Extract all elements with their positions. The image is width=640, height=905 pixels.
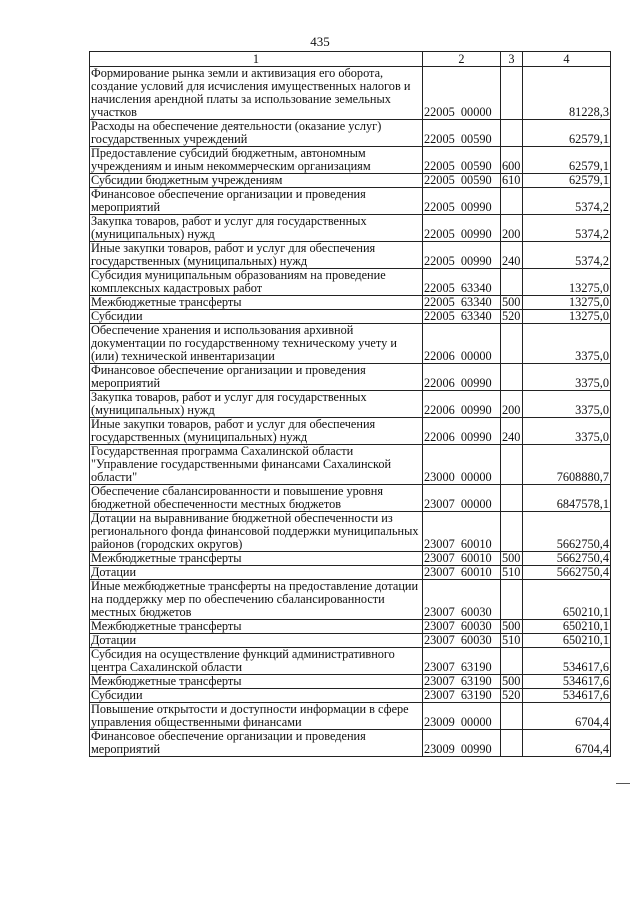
table-row — [90, 391, 611, 418]
page-number: 435 — [310, 34, 330, 49]
row-vr-cell: 500 — [501, 552, 523, 566]
row-name-cell: Межбюджетные трансферты — [90, 552, 423, 566]
row-vr-cell — [501, 580, 523, 620]
table-row — [90, 215, 611, 242]
row-vr-cell — [501, 648, 523, 675]
header-vr-column: 3 — [501, 52, 523, 67]
row-code-cell: 22005 00590 — [423, 147, 501, 174]
table-row — [90, 324, 611, 364]
row-amount-cell: 5374,2 — [523, 215, 611, 242]
table-row — [90, 418, 611, 445]
row-vr-cell: 200 — [501, 391, 523, 418]
row-name-cell: Субсидии бюджетным учреждениям — [90, 174, 423, 188]
row-name-cell: Расходы на обеспечение деятельности (оказание услуг) государственных учреждений — [90, 120, 423, 147]
row-amount-cell: 13275,0 — [523, 310, 611, 324]
row-amount-cell: 650210,1 — [523, 634, 611, 648]
row-name-cell: Финансовое обеспечение организации и проведения мероприятий — [90, 364, 423, 391]
table-row — [90, 620, 611, 634]
row-vr-cell — [501, 324, 523, 364]
row-name-cell: Закупка товаров, работ и услуг для государственных (муниципальных) нужд — [90, 391, 423, 418]
row-name-cell: Дотации — [90, 634, 423, 648]
row-vr-cell: 600 — [501, 147, 523, 174]
row-code-cell: 22006 00990 — [423, 391, 501, 418]
row-code-cell: 23007 60030 — [423, 620, 501, 634]
row-code-cell: 23007 60010 — [423, 552, 501, 566]
row-code-cell: 23007 60010 — [423, 512, 501, 552]
row-amount-cell: 3375,0 — [523, 391, 611, 418]
row-vr-cell: 240 — [501, 242, 523, 269]
header-amount-column: 4 — [523, 52, 611, 67]
row-vr-cell: 500 — [501, 296, 523, 310]
row-code-cell: 23007 63190 — [423, 648, 501, 675]
row-code-cell: 22005 00990 — [423, 188, 501, 215]
margin-mark — [616, 783, 630, 784]
row-name-cell: Повышение открытости и доступности информации в сфере управления общественными финансами — [90, 703, 423, 730]
row-amount-cell: 6847578,1 — [523, 485, 611, 512]
table-row — [90, 689, 611, 703]
row-code-cell: 22006 00990 — [423, 364, 501, 391]
row-amount-cell: 534617,6 — [523, 689, 611, 703]
row-code-cell: 23009 00000 — [423, 703, 501, 730]
table-row — [90, 445, 611, 485]
row-vr-cell — [501, 188, 523, 215]
table-row — [90, 296, 611, 310]
row-name-cell: Дотации на выравнивание бюджетной обеспеченности из регионального фонда финансовой поддержки муниципальных районов (городских округов) — [90, 512, 423, 552]
row-name-cell: Финансовое обеспечение организации и проведения мероприятий — [90, 188, 423, 215]
row-amount-cell: 81228,3 — [523, 67, 611, 120]
table-row — [90, 120, 611, 147]
row-amount-cell: 650210,1 — [523, 580, 611, 620]
row-amount-cell: 3375,0 — [523, 418, 611, 445]
table-row — [90, 147, 611, 174]
row-code-cell: 22005 00990 — [423, 242, 501, 269]
table-row — [90, 648, 611, 675]
table-row — [90, 512, 611, 552]
row-vr-cell: 200 — [501, 215, 523, 242]
row-code-cell: 22005 63340 — [423, 269, 501, 296]
row-code-cell: 22006 00000 — [423, 324, 501, 364]
row-amount-cell: 5662750,4 — [523, 552, 611, 566]
row-amount-cell: 13275,0 — [523, 269, 611, 296]
table-row — [90, 364, 611, 391]
budget-table — [89, 51, 611, 757]
row-code-cell: 22005 00990 — [423, 215, 501, 242]
row-name-cell: Субсидия на осуществление функций административного центра Сахалинской области — [90, 648, 423, 675]
table-row — [90, 675, 611, 689]
row-amount-cell: 5374,2 — [523, 188, 611, 215]
table-body — [90, 67, 611, 757]
table-row — [90, 552, 611, 566]
row-name-cell: Субсидия муниципальным образованиям на проведение комплексных кадастровых работ — [90, 269, 423, 296]
row-code-cell: 23000 00000 — [423, 445, 501, 485]
table-row — [90, 580, 611, 620]
row-code-cell: 22005 00590 — [423, 174, 501, 188]
row-vr-cell — [501, 730, 523, 757]
row-amount-cell: 650210,1 — [523, 620, 611, 634]
row-vr-cell — [501, 512, 523, 552]
row-vr-cell: 510 — [501, 566, 523, 580]
row-name-cell: Предоставление субсидий бюджетным, автономным учреждениям и иным некоммерческим организациям — [90, 147, 423, 174]
row-name-cell: Иные межбюджетные трансферты на предоставление дотации на поддержку мер по обеспечению сбалансированности местных бюджетов — [90, 580, 423, 620]
row-code-cell: 23007 00000 — [423, 485, 501, 512]
row-vr-cell: 510 — [501, 634, 523, 648]
row-vr-cell — [501, 269, 523, 296]
row-name-cell: Межбюджетные трансферты — [90, 296, 423, 310]
row-code-cell: 22005 00000 — [423, 67, 501, 120]
row-name-cell: Субсидии — [90, 689, 423, 703]
row-code-cell: 23007 60010 — [423, 566, 501, 580]
row-amount-cell: 62579,1 — [523, 174, 611, 188]
row-code-cell: 23009 00990 — [423, 730, 501, 757]
row-name-cell: Иные закупки товаров, работ и услуг для обеспечения государственных (муниципальных) нужд — [90, 418, 423, 445]
table-row — [90, 174, 611, 188]
row-name-cell: Формирование рынка земли и активизация его оборота, создание условий для исчисления имущественных налогов и начисления арендной платы за использование земельных участков — [90, 67, 423, 120]
row-vr-cell — [501, 703, 523, 730]
header-code-column: 2 — [423, 52, 501, 67]
row-name-cell: Межбюджетные трансферты — [90, 620, 423, 634]
row-amount-cell: 62579,1 — [523, 120, 611, 147]
row-amount-cell: 534617,6 — [523, 648, 611, 675]
row-vr-cell: 500 — [501, 675, 523, 689]
row-amount-cell: 6704,4 — [523, 730, 611, 757]
row-amount-cell: 3375,0 — [523, 364, 611, 391]
row-vr-cell: 500 — [501, 620, 523, 634]
table-row — [90, 242, 611, 269]
row-code-cell: 23007 63190 — [423, 689, 501, 703]
row-name-cell: Финансовое обеспечение организации и проведения мероприятий — [90, 730, 423, 757]
table-row — [90, 703, 611, 730]
row-amount-cell: 5662750,4 — [523, 512, 611, 552]
row-vr-cell — [501, 485, 523, 512]
table-row — [90, 310, 611, 324]
row-code-cell: 22005 00590 — [423, 120, 501, 147]
row-name-cell: Государственная программа Сахалинской области "Управление государственными финансами Сахалинской области" — [90, 445, 423, 485]
row-vr-cell — [501, 120, 523, 147]
table-row — [90, 269, 611, 296]
table-row — [90, 188, 611, 215]
row-code-cell: 23007 60030 — [423, 580, 501, 620]
row-vr-cell: 520 — [501, 689, 523, 703]
row-name-cell: Закупка товаров, работ и услуг для государственных (муниципальных) нужд — [90, 215, 423, 242]
row-name-cell: Субсидии — [90, 310, 423, 324]
row-amount-cell: 62579,1 — [523, 147, 611, 174]
row-name-cell: Обеспечение сбалансированности и повышение уровня бюджетной обеспеченности местных бюджетов — [90, 485, 423, 512]
row-name-cell: Дотации — [90, 566, 423, 580]
row-amount-cell: 13275,0 — [523, 296, 611, 310]
table-row — [90, 566, 611, 580]
row-code-cell: 23007 63190 — [423, 675, 501, 689]
row-vr-cell — [501, 67, 523, 120]
table-row — [90, 634, 611, 648]
table-row — [90, 730, 611, 757]
row-amount-cell: 6704,4 — [523, 703, 611, 730]
row-vr-cell: 240 — [501, 418, 523, 445]
row-vr-cell — [501, 364, 523, 391]
row-vr-cell: 610 — [501, 174, 523, 188]
table-row — [90, 485, 611, 512]
row-amount-cell: 5374,2 — [523, 242, 611, 269]
row-name-cell: Межбюджетные трансферты — [90, 675, 423, 689]
table-row — [90, 67, 611, 120]
row-amount-cell: 7608880,7 — [523, 445, 611, 485]
row-code-cell: 22005 63340 — [423, 296, 501, 310]
row-amount-cell: 3375,0 — [523, 324, 611, 364]
row-code-cell: 22005 63340 — [423, 310, 501, 324]
row-code-cell: 23007 60030 — [423, 634, 501, 648]
row-vr-cell: 520 — [501, 310, 523, 324]
row-vr-cell — [501, 445, 523, 485]
header-name-column: 1 — [90, 52, 423, 67]
table-header-row — [90, 52, 611, 67]
row-amount-cell: 5662750,4 — [523, 566, 611, 580]
row-name-cell: Иные закупки товаров, работ и услуг для обеспечения государственных (муниципальных) нужд — [90, 242, 423, 269]
row-amount-cell: 534617,6 — [523, 675, 611, 689]
row-code-cell: 22006 00990 — [423, 418, 501, 445]
row-name-cell: Обеспечение хранения и использования архивной документации по государственному техническому учету и (или) технической инвентаризации — [90, 324, 423, 364]
